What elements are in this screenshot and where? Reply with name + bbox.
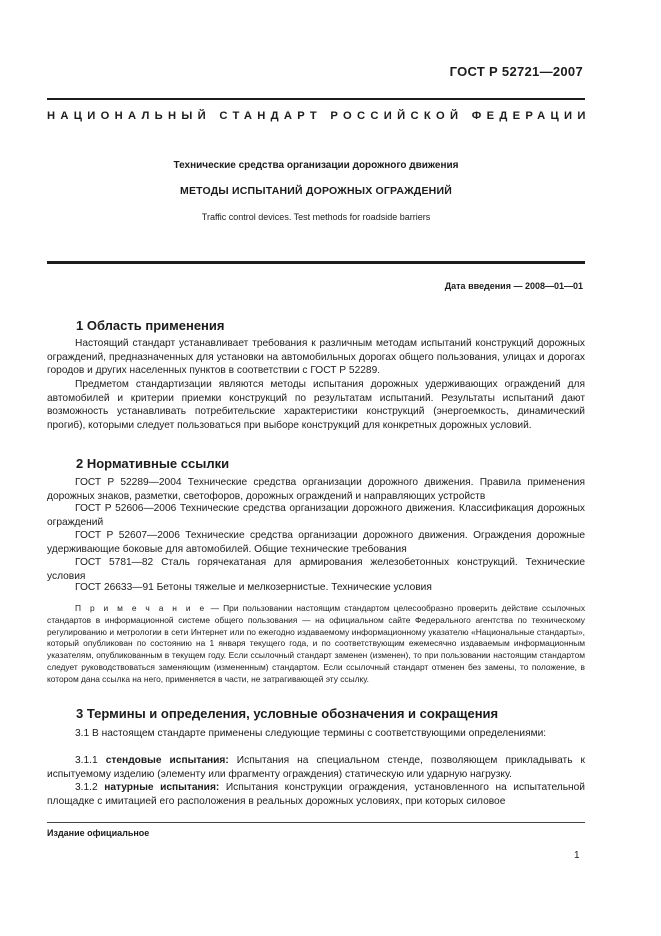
section-1-paragraph-2 — [47, 378, 585, 432]
term-number: 3.1.2 — [75, 782, 98, 793]
section-1-paragraph-1-text: Настоящий стандарт устанавливает требования к различным методам испытаний конструкций дорожных ограждений, предназначенных для установки на автомобильных дорогах общего пользования, улицах и дорогах городов и других населенных пунктов в соответствии с ГОСТ Р 52289. — [47, 338, 585, 377]
references-note — [47, 603, 585, 686]
term-definition: Испытания конструкции ограждения, установленного на испытательной площадке с имитацией его расположения в реальных дорожных условиях, при которых силовое — [47, 782, 586, 807]
introduction-date: Дата введения — 2008—01—01 — [444, 281, 583, 291]
document-subtitle: Технические средства организации дорожного движения — [173, 160, 459, 171]
reference-text: ГОСТ Р 52606—2006 Технические средства организации дорожного движения. Классификация дорожных ограждений — [47, 503, 585, 528]
reference-text: ГОСТ Р 52607—2006 Технические средства организации дорожного движения. Ограждения дорожные удерживающие боковые для автомобилей. Общие технические требования — [47, 530, 585, 555]
section-2-heading: 2 Нормативные ссылки — [76, 456, 230, 471]
top-rule — [47, 98, 585, 100]
clause-3-1 — [47, 727, 585, 741]
term-3-1-1 — [47, 754, 585, 781]
official-edition-label: Издание официальное — [47, 828, 150, 838]
english-title: Traffic control devices. Test methods for roadside barriers — [201, 212, 431, 222]
title-block-rule — [47, 261, 585, 264]
reference-text: ГОСТ 26633—91 Бетоны тяжелые и мелкозернистые. Технические условия — [75, 582, 432, 593]
term-number: 3.1.1 — [75, 755, 98, 766]
note-text: — При пользовании настоящим стандартом целесообразно проверить действие ссылочных стандартов в информационной системе общего пользования — на официальном сайте Федерального агентства по техническому регулированию и метрологии в сети Интернет или по ежегодно издаваемому информационному указателю «Национальные стандарты», который опубликован по состоянию на 1 января текущего года, и по соответствующим ежемесячно издаваемым информационным указателям, опубликованным в текущем году. Если ссылочный стандарт заменен (изменен), то при пользовании настоящим стандартом следует руководствоваться заменяющим (измененным) стандартом. Если ссылочный стандарт отменен без замены, то положение, в котором дана ссылка на него, применяется в части, не затрагивающей эту ссылку. — [47, 603, 586, 684]
section-1-heading: 1 Область применения — [76, 318, 225, 333]
reference-item — [47, 529, 585, 556]
term-3-1-2 — [47, 781, 585, 808]
reference-item — [47, 502, 585, 529]
section-1-paragraph-1 — [47, 337, 585, 378]
section-1-paragraph-2-text: Предметом стандартизации являются методы испытания дорожных удерживающих ограждений для автомобилей и критерии приемки конструкций по результатам испытаний. Результаты испытаний дают возможность устанавливать потребительские характеристики конструкций (энергоемкость, динамический прогиб), которыми следует пользоваться при выборе конструкций для конкретных дорожных условий. — [47, 379, 585, 431]
reference-text: ГОСТ Р 52289—2004 Технические средства организации дорожного движения. Правила применения дорожных знаков, разметки, светофоров, дорожных ограждений и направляющих устройств — [47, 477, 585, 502]
footer-rule — [47, 822, 585, 823]
national-standard-banner: НАЦИОНАЛЬНЫЙ СТАНДАРТ РОССИЙСКОЙ ФЕДЕРАЦИИ — [47, 110, 591, 122]
term-name: стендовые испытания: — [105, 755, 229, 766]
document-title: МЕТОДЫ ИСПЫТАНИЙ ДОРОЖНЫХ ОГРАЖДЕНИЙ — [180, 185, 452, 197]
clause-3-1-text: 3.1 В настоящем стандарте применены следующие термины с соответствующими определениями: — [75, 728, 547, 739]
term-name: натурные испытания: — [104, 782, 220, 793]
document-code: ГОСТ Р 52721—2007 — [449, 64, 583, 79]
term-definition: Испытания на специальном стенде, позволяющем прикладывать к испытуемому изделию (элементу или фрагменту ограждения) статическую или ударную нагрузку. — [47, 755, 585, 780]
reference-item — [47, 556, 585, 583]
page-number: 1 — [574, 850, 580, 861]
note-label: П р и м е ч а н и е — [75, 603, 207, 613]
reference-item — [47, 476, 585, 503]
reference-item — [47, 581, 585, 595]
section-3-heading: 3 Термины и определения, условные обозначения и сокращения — [76, 706, 499, 721]
reference-text: ГОСТ 5781—82 Сталь горячекатаная для армирования железобетонных конструкций. Технические условия — [47, 557, 585, 582]
